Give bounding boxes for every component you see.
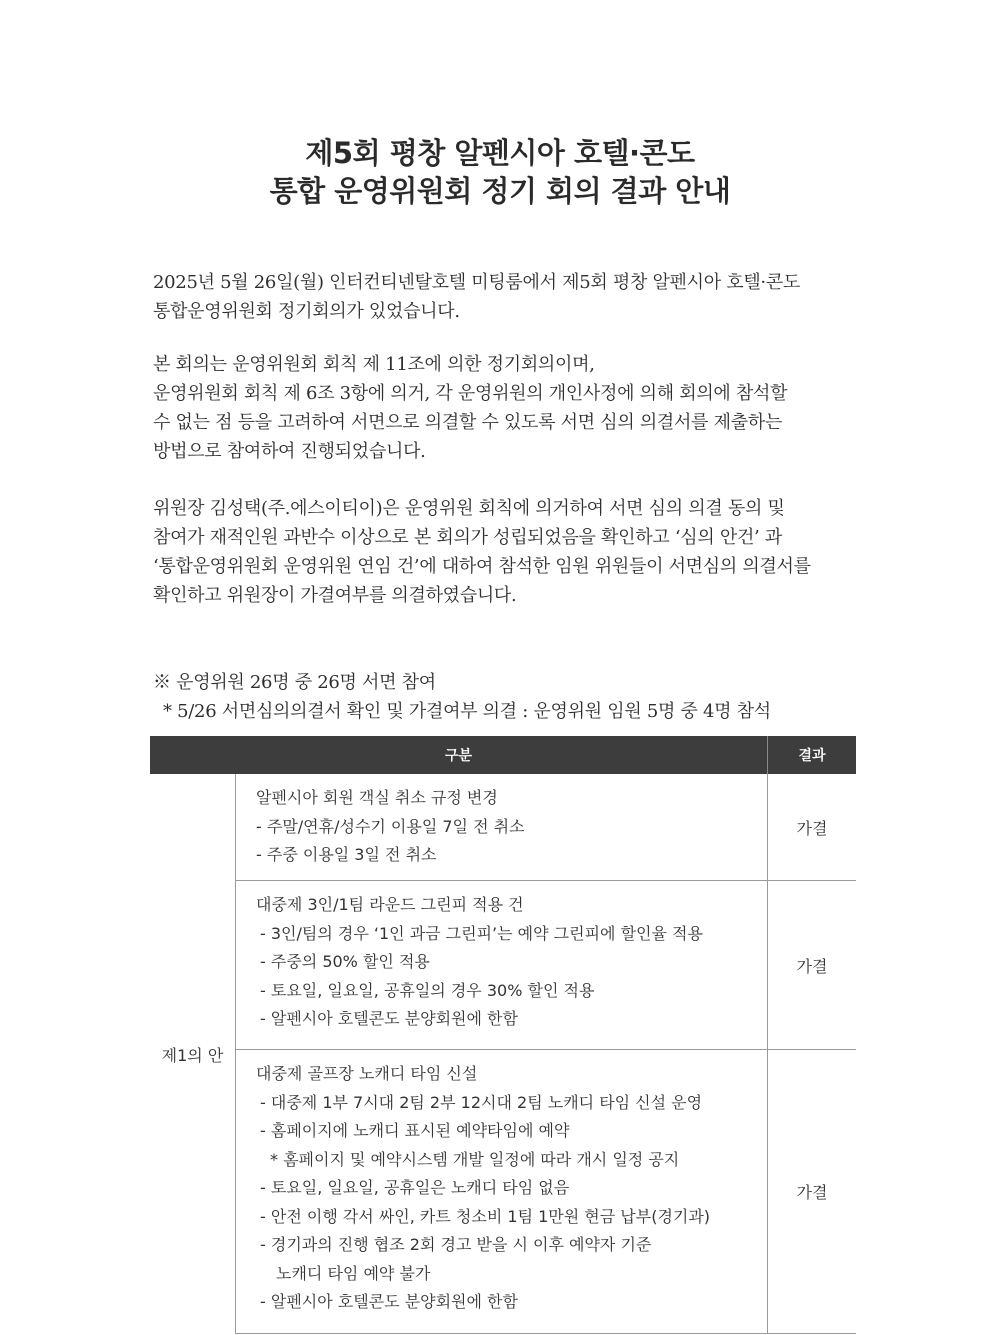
item-detail: - 대중제 1부 7시대 2팀 2부 12시대 2팀 노캐디 타임 신설 운영 xyxy=(260,1092,703,1112)
item-detail: - 알펜시아 호텔콘도 분양회원에 한함 xyxy=(260,1009,518,1028)
item-footnote: * 홈페이지 및 예약시스템 개발 일정에 따라 개시 일정 공지 xyxy=(270,1149,680,1169)
text-line: 통합운영위원회 정기회의가 있었습니다. xyxy=(153,301,460,322)
title-line-2: 통합 운영위원회 정기 회의 결과 안내 xyxy=(269,174,731,208)
text-line: 참여가 재적인원 과반수 이상으로 본 회의가 성립되었음을 확인하고 ‘심의 안건’ 과 xyxy=(153,527,782,548)
header-result: 결과 xyxy=(798,748,826,764)
paragraph-meeting-basis xyxy=(153,350,863,466)
item-detail: - 3인/팀의 경우 ‘1인 과금 그린피’는 예약 그린피에 할인율 적용 xyxy=(260,923,703,943)
text-line: 위원장 김성택(주.에스이티이)은 운영위원 회칙에 의거하여 서면 심의 의결 동의 및 xyxy=(153,498,785,519)
text-line: 확인하고 위원장이 가결여부를 의결하였습니다. xyxy=(153,585,517,606)
text-line: 2025년 5월 26일(월) 인터컨티넨탈호텔 미팅룸에서 제5회 평창 알펜시아 호텔·콘도 xyxy=(153,272,801,293)
table-header xyxy=(150,736,856,774)
row-result: 가결 xyxy=(796,818,828,838)
note-attendance: * 5/26 서면심의의결서 확인 및 가결여부 의결 : 운영위원 임원 5명 중 4명 참석 xyxy=(163,701,771,722)
item-detail: - 토요일, 일요일, 공휴일은 노캐디 타임 없음 xyxy=(260,1178,570,1197)
row-content xyxy=(236,774,768,880)
item-detail: - 알펜시아 호텔콘도 분양회원에 한함 xyxy=(260,1292,518,1311)
header-category: 구분 xyxy=(150,736,768,774)
table-row xyxy=(236,881,856,1050)
item-detail: - 안전 이행 각서 싸인, 카트 청소비 1팀 1만원 현금 납부(경기과) xyxy=(260,1206,711,1226)
paragraph-meeting-info xyxy=(153,268,863,326)
item-detail: - 주중 이용일 3일 전 취소 xyxy=(256,845,437,864)
text-line: 방법으로 참여하여 진행되었습니다. xyxy=(153,441,426,462)
item-title: 대중제 골프장 노캐디 타임 신설 xyxy=(256,1064,478,1083)
results-table xyxy=(150,736,856,1334)
item-detail: - 주중의 50% 할인 적용 xyxy=(260,952,430,971)
item-title: 알펜시아 회원 객실 취소 규정 변경 xyxy=(256,788,498,807)
text-line: 본 회의는 운영위원회 회칙 제 11조에 의한 정기회의이며, xyxy=(153,354,595,375)
note-participation: ※ 운영위원 26명 중 26명 서면 참여 xyxy=(153,672,436,693)
item-title: 대중제 3인/1팀 라운드 그린피 적용 건 xyxy=(256,895,524,914)
table-row xyxy=(236,1050,856,1334)
item-detail: - 경기과의 진행 협조 2회 경고 받을 시 이후 예약자 기준 xyxy=(260,1235,652,1254)
item-detail: - 주말/연휴/성수기 이용일 7일 전 취소 xyxy=(256,816,525,836)
row-content xyxy=(236,1050,768,1333)
table-body xyxy=(150,774,856,1334)
row-result: 가결 xyxy=(796,1183,828,1202)
document-title xyxy=(0,134,1000,210)
item-detail-continued: 노캐디 타임 예약 불가 xyxy=(276,1263,431,1283)
paragraph-resolution xyxy=(153,494,863,610)
item-detail: - 홈페이지에 노캐디 표시된 예약타임에 예약 xyxy=(260,1121,570,1140)
participation-notes xyxy=(153,668,863,726)
text-line: 수 없는 점 등을 고려하여 서면으로 의결할 수 있도록 서면 심의 의결서를 제출하는 xyxy=(153,412,782,433)
text-line: ‘통합운영위원회 운영위원 연임 건’에 대하여 참석한 임원 위원들이 서면심의 의결서를 xyxy=(153,556,811,577)
text-line: 운영위원회 회칙 제 6조 3항에 의거, 각 운영위원의 개인사정에 의해 회의에 참석할 xyxy=(153,383,788,404)
table-rows xyxy=(236,774,856,1334)
row-result: 가결 xyxy=(796,956,828,976)
item-detail: - 토요일, 일요일, 공휴일의 경우 30% 할인 적용 xyxy=(260,980,595,1000)
title-line-1: 제5회 평창 알펜시아 호텔·콘도 xyxy=(305,136,695,170)
row-content xyxy=(236,881,768,1049)
group-label: 제1의 안 xyxy=(150,774,236,1334)
table-row xyxy=(236,774,856,881)
